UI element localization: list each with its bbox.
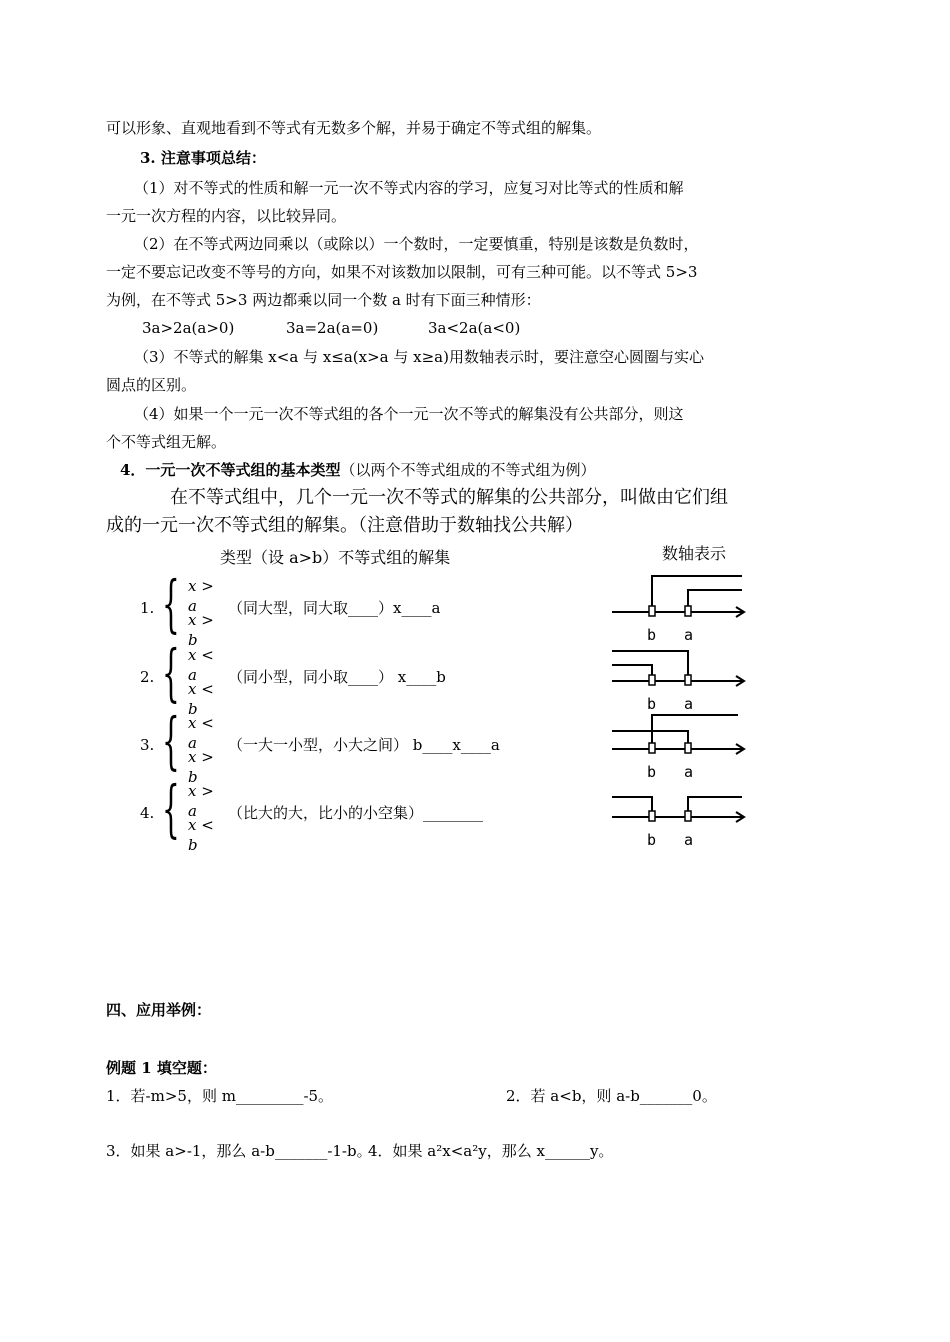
solution-range-a <box>612 665 652 681</box>
row-number: 3. <box>140 736 155 754</box>
hollow-point-b <box>649 675 655 685</box>
paragraph: 圆点的区别。 <box>106 376 197 394</box>
brace-icon: { <box>162 636 180 709</box>
brace-icon: { <box>162 772 180 845</box>
point-label: a <box>684 831 694 849</box>
table-header-numberline: 数轴表示 <box>662 544 727 563</box>
paragraph: 在不等式组中，几个一元一次不等式的解集的公共部分，叫做由它们组 <box>170 487 728 508</box>
solution-range-b <box>612 797 652 817</box>
paragraph: 为例，在不等式 5>3 两边都乘以同一个数 a 时有下面三种情形： <box>106 291 541 309</box>
heading-types-note: （以两个不等式组成的不等式组为例） <box>340 461 596 479</box>
heading-types <box>120 460 595 480</box>
point-label: a <box>684 763 694 781</box>
inequality: x < b <box>188 816 214 854</box>
inequality-system <box>162 636 222 718</box>
row-number: 1. <box>140 599 155 617</box>
paragraph: （4）如果一个一元一次不等式组的各个一元一次不等式的解集没有公共部分，则这 <box>134 405 684 423</box>
point-label: a <box>684 695 694 713</box>
inequality: x > a <box>188 782 214 820</box>
solution-range-b <box>652 576 742 612</box>
row-number: 2. <box>140 668 155 686</box>
point-label: b <box>647 695 657 713</box>
brace-icon: { <box>162 567 180 640</box>
solution-description: （同小型，同小取____） x____b <box>228 668 446 686</box>
point-label: b <box>647 831 657 849</box>
question-3: 3．如果 a>-1，那么 a-b_______-1-b。 <box>106 1142 372 1160</box>
inequality: x < a <box>188 714 214 752</box>
heading-notes: 3. 注意事项总结： <box>140 149 266 167</box>
inequality-system <box>162 567 222 649</box>
paragraph: 可以形象、直观地看到不等式有无数多个解，并易于确定不等式组的解集。 <box>106 119 602 137</box>
question-4: 4．如果 a²x<a²y，那么 x______y。 <box>368 1142 614 1160</box>
row-number: 4. <box>140 804 155 822</box>
point-label: b <box>647 763 657 781</box>
number-line-diagram <box>612 777 752 857</box>
solution-description: （一大一小型，小大之间） b____x____a <box>228 736 500 754</box>
case-text: 3a=2a(a=0) <box>286 319 379 337</box>
question-2: 2．若 a<b，则 a-b_______0。 <box>506 1087 717 1105</box>
inequality-system <box>162 704 222 786</box>
solution-description: （比大的大，比小的小空集）________ <box>228 804 484 822</box>
hollow-point-b <box>649 743 655 753</box>
paragraph: （3）不等式的解集 x<a 与 x≤a(x>a 与 x≥a)用数轴表示时，要注意空心圆圈与实心 <box>134 348 704 366</box>
inequality-system <box>162 772 222 854</box>
hollow-point-a <box>685 743 691 753</box>
solution-description: （同大型，同大取____）x____a <box>228 599 441 617</box>
inequality: x < b <box>188 680 214 718</box>
paragraph: （2）在不等式两边同乘以（或除以）一个数时，一定要慎重，特别是该数是负数时， <box>134 235 699 253</box>
section-title: 四、应用举例： <box>106 1001 212 1019</box>
hollow-point-b <box>649 606 655 616</box>
point-label: a <box>684 626 694 644</box>
paragraph: （1）对不等式的性质和解一元一次不等式内容的学习，应复习对比等式的性质和解 <box>134 179 684 197</box>
inequality: x > b <box>188 748 214 786</box>
case-text: 3a>2a(a>0) <box>142 319 235 337</box>
example-title: 例题 1 填空题： <box>106 1059 217 1077</box>
heading-types-title: 4．一元一次不等式组的基本类型 <box>120 461 341 479</box>
inequality: x > b <box>188 611 214 649</box>
table-header-type: 类型（设 a>b）不等式组的解集 <box>220 548 451 567</box>
hollow-point-a <box>685 606 691 616</box>
paragraph: 个不等式组无解。 <box>106 433 227 451</box>
paragraph: 一元一次方程的内容，以比较异同。 <box>106 207 347 225</box>
solution-range-a <box>688 590 742 612</box>
hollow-point-a <box>685 675 691 685</box>
number-line-diagram <box>612 572 752 652</box>
solution-range-a <box>688 797 742 817</box>
brace-icon: { <box>162 704 180 777</box>
point-label: b <box>647 626 657 644</box>
question-1: 1．若-m>5，则 m_________-5。 <box>106 1087 334 1105</box>
hollow-point-b <box>649 811 655 821</box>
paragraph: 成的一元一次不等式组的解集。（注意借助于数轴找公共解） <box>106 515 583 536</box>
inequality: x < a <box>188 646 214 684</box>
case-text: 3a<2a(a<0) <box>428 319 521 337</box>
paragraph: 一定不要忘记改变不等号的方向，如果不对该数加以限制，可有三种可能。以不等式 5>3 <box>106 263 698 281</box>
hollow-point-a <box>685 811 691 821</box>
inequality: x > a <box>188 577 214 615</box>
